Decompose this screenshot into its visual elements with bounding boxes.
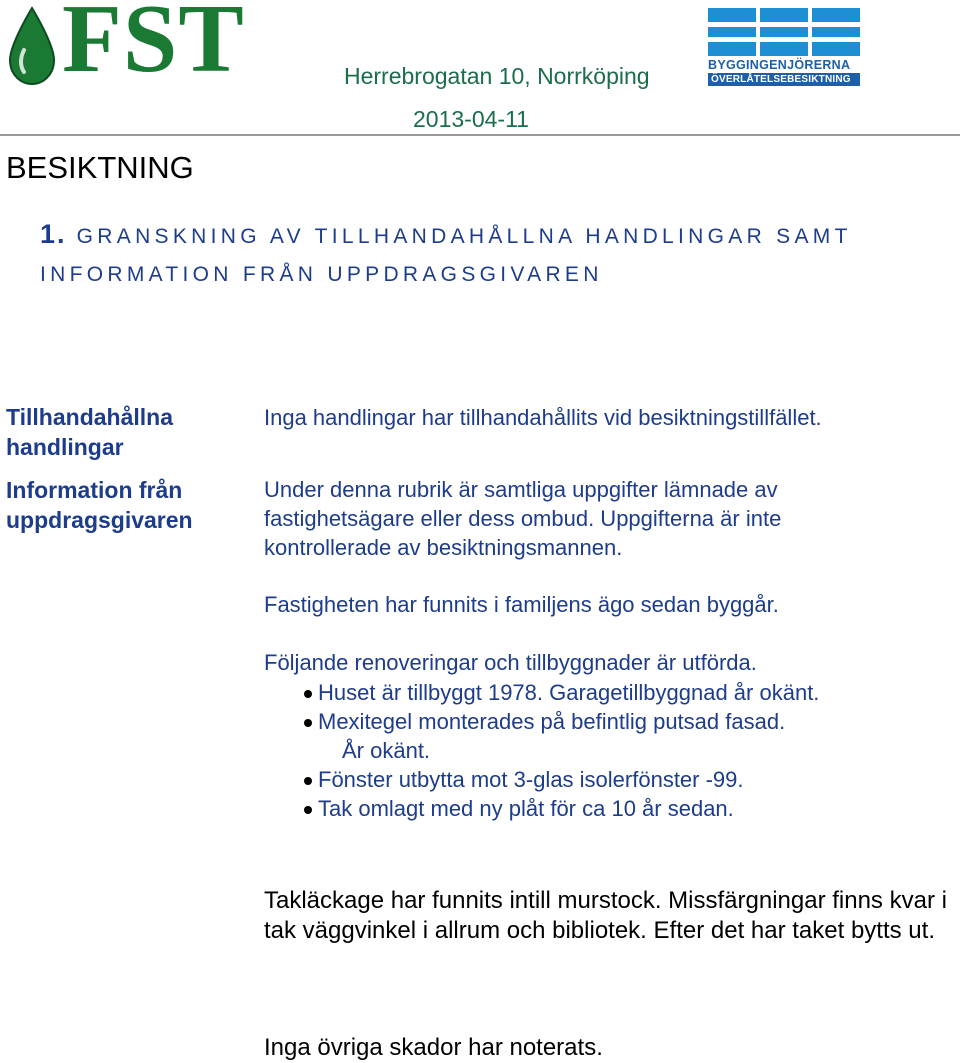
info-intro: Under denna rubrik är samtliga uppgifter lämnade av fastighetsägare eller dess ombud. Uppgifterna är inte kontrollerade av besiktningsmannen. (264, 477, 782, 560)
bullet-icon (304, 690, 312, 698)
section-heading-line-2: INFORMATION FRÅN UPPDRAGSGIVAREN (40, 263, 603, 286)
ownership-text: Fastigheten har funnits i familjens ägo sedan byggår. (264, 592, 779, 617)
label-tillhandahallna-handlingar (6, 402, 196, 462)
renovations-intro: Följande renoveringar och tillbyggnader är utförda. (264, 650, 757, 675)
water-drop-icon (4, 6, 60, 86)
label-text: Tillhandahållna handlingar (6, 404, 173, 460)
section-number: 1. (40, 219, 67, 249)
address: Herrebrogatan 10, Norrköping (344, 63, 650, 89)
label-information-fran-uppdragsgivaren (6, 475, 226, 535)
label-text: Information från uppdragsgivaren (6, 477, 193, 533)
handlingar-text: Inga handlingar har tillhandahållits vid besiktningstillfället. (264, 405, 822, 430)
document-title: BESIKTNING (6, 150, 194, 185)
report-date: 2013-04-11 (413, 106, 529, 132)
list-item: Mexitegel monterades på befintlig putsad fasad. (264, 707, 819, 736)
sbr-logo-subtitle: ÖVERLÅTELSEBESIKTNING (708, 73, 860, 86)
fst-logo-text: FST (62, 0, 245, 93)
section-heading-text-1: GRANSKNING AV TILLHANDAHÅLLNA HANDLINGAR SAMT (76, 225, 852, 248)
list-item: Huset är tillbyggt 1978. Garagetillbyggnad år okänt. (264, 678, 819, 707)
bullet-icon (304, 719, 312, 727)
section-heading (40, 215, 940, 294)
bullet-icon (304, 777, 312, 785)
list-item-continuation: År okänt. (342, 738, 431, 763)
closing-note: Inga övriga skador har noterats. (264, 1034, 603, 1061)
sbr-logo-mark (708, 8, 860, 56)
list-item: Tak omlagt med ny plåt för ca 10 år sedan. (264, 794, 819, 823)
header-divider (0, 134, 960, 136)
bullet-icon (304, 806, 312, 814)
fst-logo (4, 0, 272, 93)
leak-note: Takläckage har funnits intill murstock. Missfärgningar finns kvar i tak väggvinkel i allrum och bibliotek. Efter det har taket bytts ut. (264, 887, 947, 944)
byggingenjorerna-logo (708, 8, 860, 88)
section-heading-line-1 (40, 215, 940, 256)
renovations-list (264, 678, 819, 823)
list-item: Fönster utbytta mot 3-glas isolerfönster -99. (264, 765, 819, 794)
sbr-logo-name: BYGGINGENJÖRERNA (708, 58, 851, 72)
